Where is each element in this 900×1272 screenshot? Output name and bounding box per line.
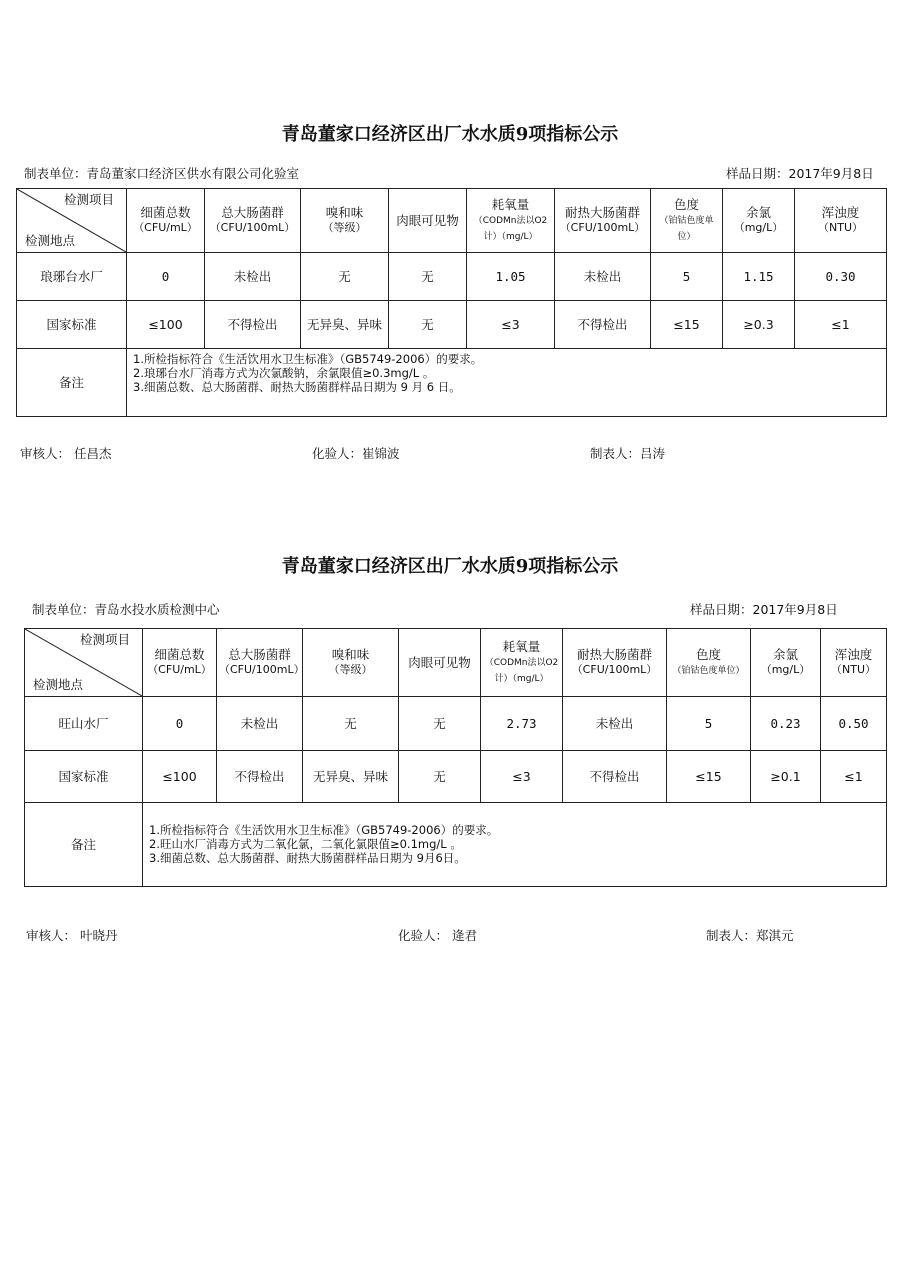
cell: ≤100 [127,301,205,349]
cell: 无 [389,301,467,349]
unit-label: 制表单位：青岛水投水质检测中心 [32,602,220,617]
header-bacteria: 细菌总数 （CFU/mL） [143,629,217,697]
header-cod: 耗氧量 （CODMn法以O2计）（mg/L） [481,629,563,697]
remark-row [17,349,887,417]
cell: ≤15 [651,301,723,349]
cell: 无 [399,697,481,751]
cell: 1.15 [723,253,795,301]
cell: 无 [303,697,399,751]
remark-line: 3.细菌总数、总大肠菌群、耐热大肠菌群样品日期为 9 月 6 日。 [133,380,461,394]
header-turbidity: 浑浊度 （NTU） [795,189,887,253]
header-chlorine: 余氯 （mg/L） [723,189,795,253]
cell: 0.50 [821,697,887,751]
maker-signature: 制表人：郑淇元 [706,928,794,943]
corner-cell [17,189,127,253]
date-label: 样品日期：2017年9月8日 [726,166,874,181]
corner-top-label: 检测项目 [79,632,130,647]
corner-bottom-label: 检测地点 [33,677,84,692]
cell: 无异臭、异味 [303,751,399,803]
remark-line: 2.琅琊台水厂消毒方式为次氯酸钠，余氯限值≥0.3mg/L 。 [133,366,435,380]
cell: 无异臭、异味 [301,301,389,349]
header-thermo-coliform: 耐热大肠菌群 （CFU/100mL） [563,629,667,697]
remark-content [127,349,887,417]
row-label: 旺山水厂 [25,697,143,751]
cell: ≤1 [821,751,887,803]
cell: 无 [389,253,467,301]
cell: 0.23 [751,697,821,751]
remark-line: 1.所检指标符合《生活饮用水卫生标准》（GB5749-2006）的要求。 [149,823,499,837]
table-row [25,751,887,803]
cell: 1.05 [467,253,555,301]
header-row [25,629,887,697]
header-turbidity: 浑浊度 （NTU） [821,629,887,697]
cell: 不得检出 [563,751,667,803]
tester-signature: 化验人：崔锦波 [312,446,400,461]
cell: 无 [399,751,481,803]
water-quality-table [16,188,887,417]
row-label: 琅琊台水厂 [17,253,127,301]
cell: ≥0.1 [751,751,821,803]
cell: 0 [127,253,205,301]
header-cod: 耗氧量 （CODMn法以O2计）（mg/L） [467,189,555,253]
cell: 2.73 [481,697,563,751]
cell: ≥0.3 [723,301,795,349]
cell: ≤100 [143,751,217,803]
header-odor: 嗅和味 （等级） [303,629,399,697]
reviewer-signature: 审核人： 叶晓丹 [26,928,118,943]
water-quality-table [24,628,887,887]
cell: 5 [667,697,751,751]
remark-label: 备注 [17,349,127,417]
cell: ≤1 [795,301,887,349]
reviewer-signature: 审核人： 任昌杰 [20,446,112,461]
unit-label: 制表单位：青岛董家口经济区供水有限公司化验室 [24,166,300,181]
header-visible: 肉眼可见物 [399,629,481,697]
remark-line: 3.细菌总数、总大肠菌群、耐热大肠菌群样品日期为 9月6日。 [149,851,466,865]
header-coliform: 总大肠菌群 （CFU/100mL） [217,629,303,697]
remark-line: 1.所检指标符合《生活饮用水卫生标准》（GB5749-2006）的要求。 [133,352,483,366]
row-label: 国家标准 [17,301,127,349]
date-label: 样品日期：2017年9月8日 [690,602,838,617]
cell: 未检出 [563,697,667,751]
maker-signature: 制表人：吕涛 [590,446,666,461]
cell: 5 [651,253,723,301]
remark-content [143,803,887,887]
remark-line: 2.旺山水厂消毒方式为二氧化氯，二氧化氯限值≥0.1mg/L 。 [149,837,462,851]
cell: ≤3 [481,751,563,803]
header-row [17,189,887,253]
cell: 不得检出 [555,301,651,349]
table-row [17,253,887,301]
corner-top-label: 检测项目 [63,192,114,207]
cell: 无 [301,253,389,301]
header-coliform: 总大肠菌群 （CFU/100mL） [205,189,301,253]
cell: 未检出 [205,253,301,301]
cell: 未检出 [555,253,651,301]
header-thermo-coliform: 耐热大肠菌群 （CFU/100mL） [555,189,651,253]
table-row [25,697,887,751]
corner-cell [25,629,143,697]
notice-title: 青岛董家口经济区出厂水水质9项指标公示 [281,124,619,145]
notice-title: 青岛董家口经济区出厂水水质9项指标公示 [281,556,619,577]
header-visible: 肉眼可见物 [389,189,467,253]
cell: ≤15 [667,751,751,803]
cell: 未检出 [217,697,303,751]
cell: ≤3 [467,301,555,349]
cell: 不得检出 [217,751,303,803]
cell: 0.30 [795,253,887,301]
tester-signature: 化验人： 逄君 [398,928,477,943]
row-label: 国家标准 [25,751,143,803]
corner-bottom-label: 检测地点 [25,233,76,248]
header-color: 色度 （铂钴色度单位） [651,189,723,253]
header-chlorine: 余氯 （mg/L） [751,629,821,697]
table-row [17,301,887,349]
header-odor: 嗅和味 （等级） [301,189,389,253]
cell: 0 [143,697,217,751]
header-bacteria: 细菌总数 （CFU/mL） [127,189,205,253]
cell: 不得检出 [205,301,301,349]
header-color: 色度 （铂钴色度单位） [667,629,751,697]
remark-label: 备注 [25,803,143,887]
remark-row [25,803,887,887]
